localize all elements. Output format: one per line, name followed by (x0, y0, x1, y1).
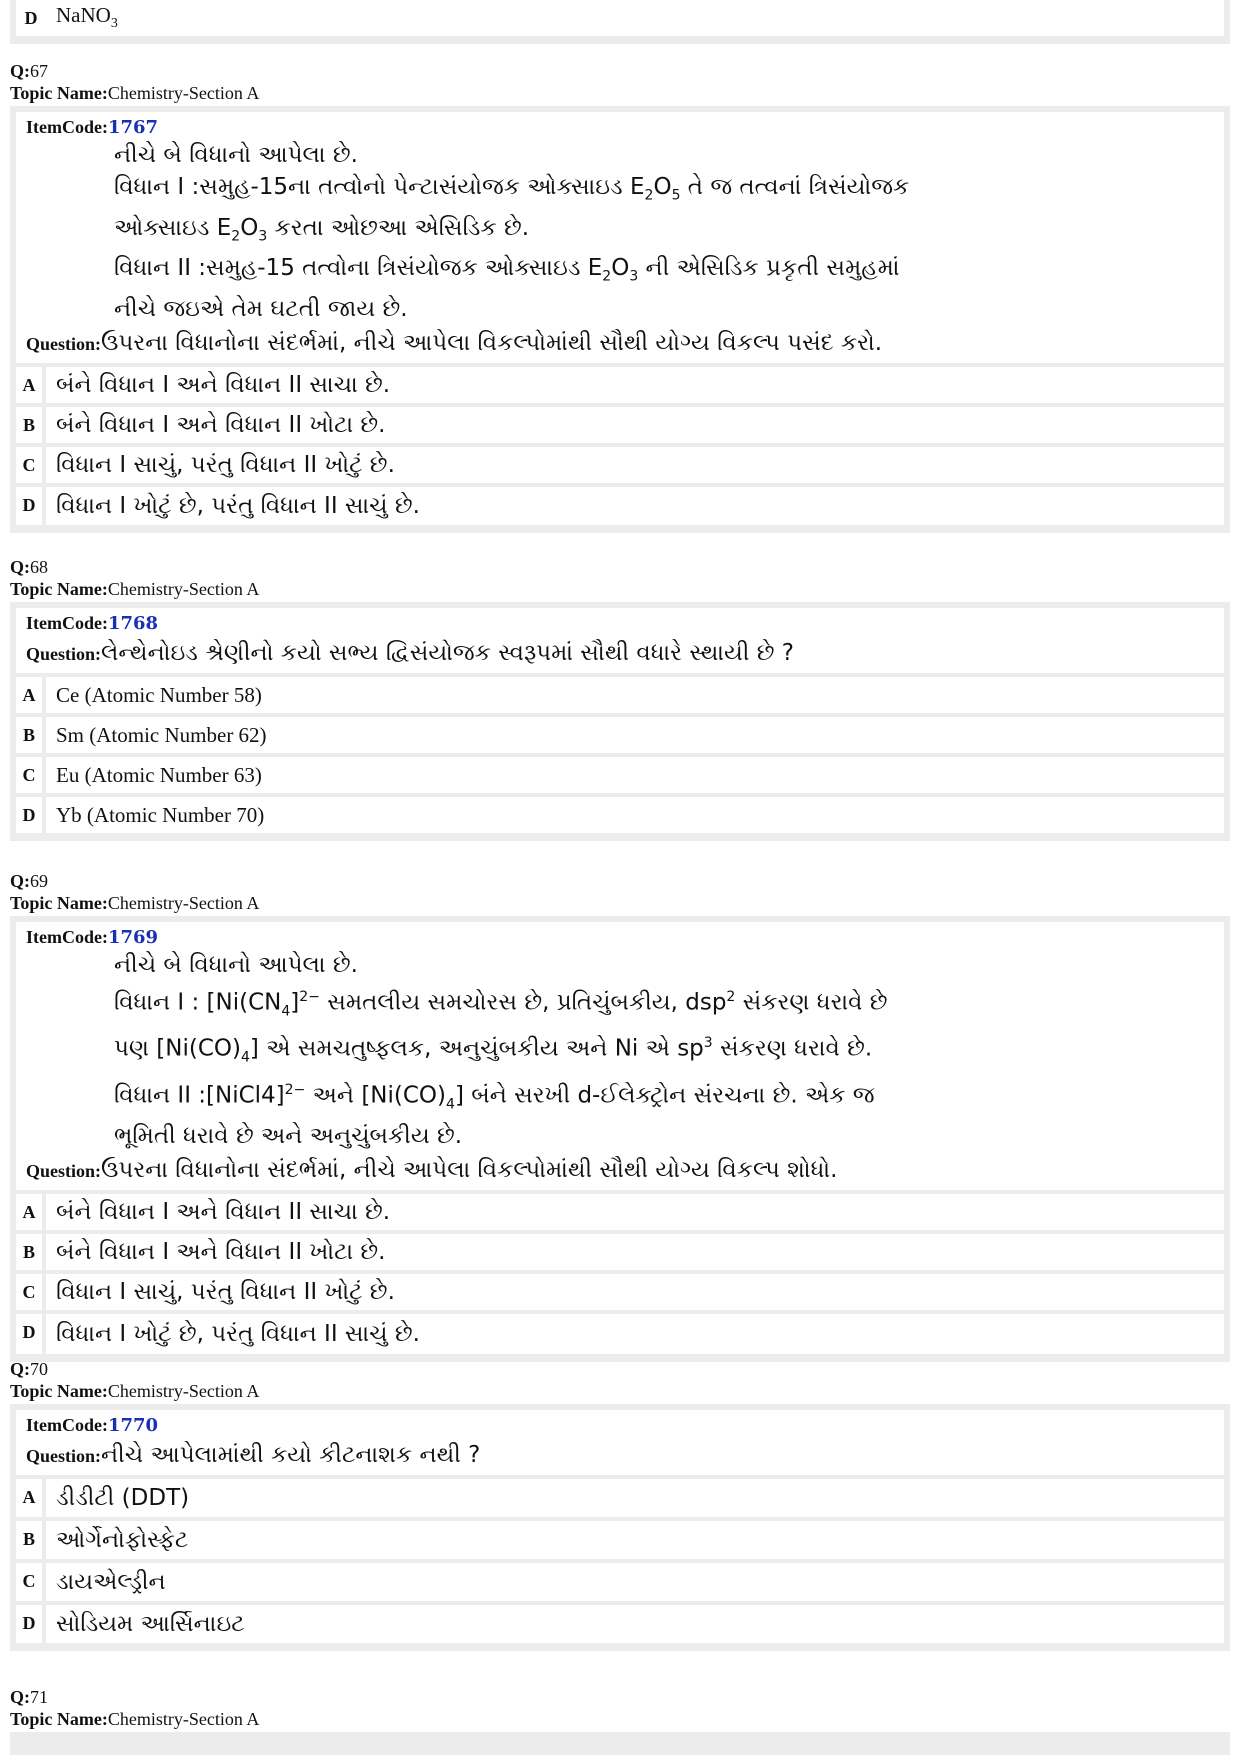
topic-name: Chemistry-Section A (107, 83, 260, 103)
option-b[interactable]: B ઓર્ગેનોફોસ્ફેટ (16, 1521, 1224, 1559)
topic-name: Chemistry-Section A (107, 579, 260, 599)
question-number: 67 (30, 61, 48, 81)
option-a[interactable]: A Ce (Atomic Number 58) (16, 677, 1224, 713)
statements: નીચે બે વિધાનો આપેલા છે. વિધાન I : [$Ni(CN_4]^{2-}$ સમતલીય સમચોરસ છે, પ્રતિચુંબકીય, dsp$^2$ સંકરણ ધરાવે છે પણ $[Ni(CO)_4]$ એ સમચતુષ્ફલક, અનુચુંબકીય અને Ni એ $sp^3$ સંકરણ ધરાવે છે. વિધાન II :[NiCl4]$^{2-}$ અને $[Ni(CO)_4]$ બંને સરખી d-ઈલેક્ટ્રોન સંરચના છે. એક જ ભૂમિતી ધરાવે છે અને અનુચુંબકીય છે. (114, 952, 888, 1149)
topic-name: Chemistry-Section A (107, 1709, 260, 1729)
statements: નીચે બે વિધાનો આપેલા છે. વિધાન I :સમુહ-15ના તત્વોનો પેન્ટાસંયોજક ઓક્સાઇડ $E_2O_5$ તે જ તત્વનાં ત્રિસંયોજક ઓક્સાઇડ $E_2O_3$ કરતા ઓછઆ એસિડિક છે. વિધાન II :સમુહ-15 તત્વોના ત્રિસંયોજક ઓક્સાઇડ $E_2O_3$ ની એસિડિક પ્રકૃતી સમુહમાં નીચે જઇએ તેમ ઘટતી જાય છે. (114, 142, 910, 322)
option-text: NaNO$_3$ (56, 3, 118, 32)
option-c[interactable]: C વિધાન I સાચું, પરંતુ વિધાન II ખોટું છે. (16, 1274, 1224, 1310)
q69-header: Q:69 Topic Name:Chemistry-Section A (10, 871, 260, 913)
q66-option-d (10, 0, 1230, 44)
q68-card (10, 602, 1230, 841)
option-c[interactable]: C Eu (Atomic Number 63) (16, 757, 1224, 793)
question-number: 69 (30, 871, 48, 891)
option-a[interactable]: A બંને વિધાન I અને વિધાન II સાચા છે. (16, 367, 1224, 403)
q70-card (10, 1404, 1230, 1651)
option-b[interactable]: B બંને વિધાન I અને વિધાન II ખોટા છે. (16, 1234, 1224, 1270)
option-b[interactable]: B Sm (Atomic Number 62) (16, 717, 1224, 753)
question-text: Question: ઉપરના વિધાનોના સંદર્ભમાં, નીચે આપેલા વિકલ્પોમાંથી સૌથી યોગ્ય વિકલ્પ શોધો. (26, 1156, 838, 1183)
option-a[interactable]: A બંને વિધાન I અને વિધાન II સાચા છે. (16, 1194, 1224, 1230)
question-number: 71 (30, 1687, 48, 1707)
option-d[interactable]: D Yb (Atomic Number 70) (16, 797, 1224, 833)
option-c[interactable]: C ડાયએલ્ડ્રીન (16, 1563, 1224, 1601)
item-code: ItemCode:1770 (26, 1415, 159, 1436)
question-text: Question: ઉપરના વિધાનોના સંદર્ભમાં, નીચે આપેલા વિકલ્પોમાંથી સૌથી યોગ્ય વિકલ્પ પસંદ કરો. (26, 329, 883, 356)
topic-name: Chemistry-Section A (107, 1381, 260, 1401)
q71-card (10, 1732, 1230, 1755)
option-c[interactable]: C વિધાન I સાચું, પરંતુ વિધાન II ખોટું છે. (16, 447, 1224, 483)
option-d[interactable]: D સોડિયમ આર્સિનાઇટ (16, 1605, 1224, 1643)
q69-card (10, 916, 1230, 1362)
option-letter: D (24, 7, 38, 28)
q67-card (10, 106, 1230, 533)
q67-header: Q:67 Topic Name:Chemistry-Section A (10, 61, 260, 103)
q71-header: Q:71 Topic Name:Chemistry-Section A (10, 1687, 260, 1729)
option-d[interactable]: D વિધાન I ખોટું છે, પરંતુ વિધાન II સાચું છે. (16, 487, 1224, 525)
question-number: 70 (30, 1359, 48, 1379)
q68-header: Q:68 Topic Name:Chemistry-Section A (10, 557, 260, 599)
question-text: Question: નીચે આપેલામાંથી કયો કીટનાશક નથી ? (26, 1442, 481, 1468)
topic-name: Chemistry-Section A (107, 893, 260, 913)
option-d[interactable]: D વિધાન I ખોટું છે, પરંતુ વિધાન II સાચું છે. (16, 1314, 1224, 1354)
question-number: 68 (30, 557, 48, 577)
option-a[interactable]: A ડીડીટી (DDT) (16, 1479, 1224, 1517)
q70-header: Q:70 Topic Name:Chemistry-Section A (10, 1359, 260, 1401)
question-text: Question: લેન્થેનોઇડ શ્રેણીનો કયો સભ્ય દ્વિસંયોજક સ્વરૂપમાં સૌથી વધારે સ્થાયી છે ? (26, 640, 795, 666)
option-b[interactable]: B બંને વિધાન I અને વિધાન II ખોટા છે. (16, 407, 1224, 443)
item-code: ItemCode:1767 (26, 117, 159, 138)
item-code: ItemCode:1768 (26, 613, 159, 634)
item-code: ItemCode:1769 (26, 927, 159, 948)
